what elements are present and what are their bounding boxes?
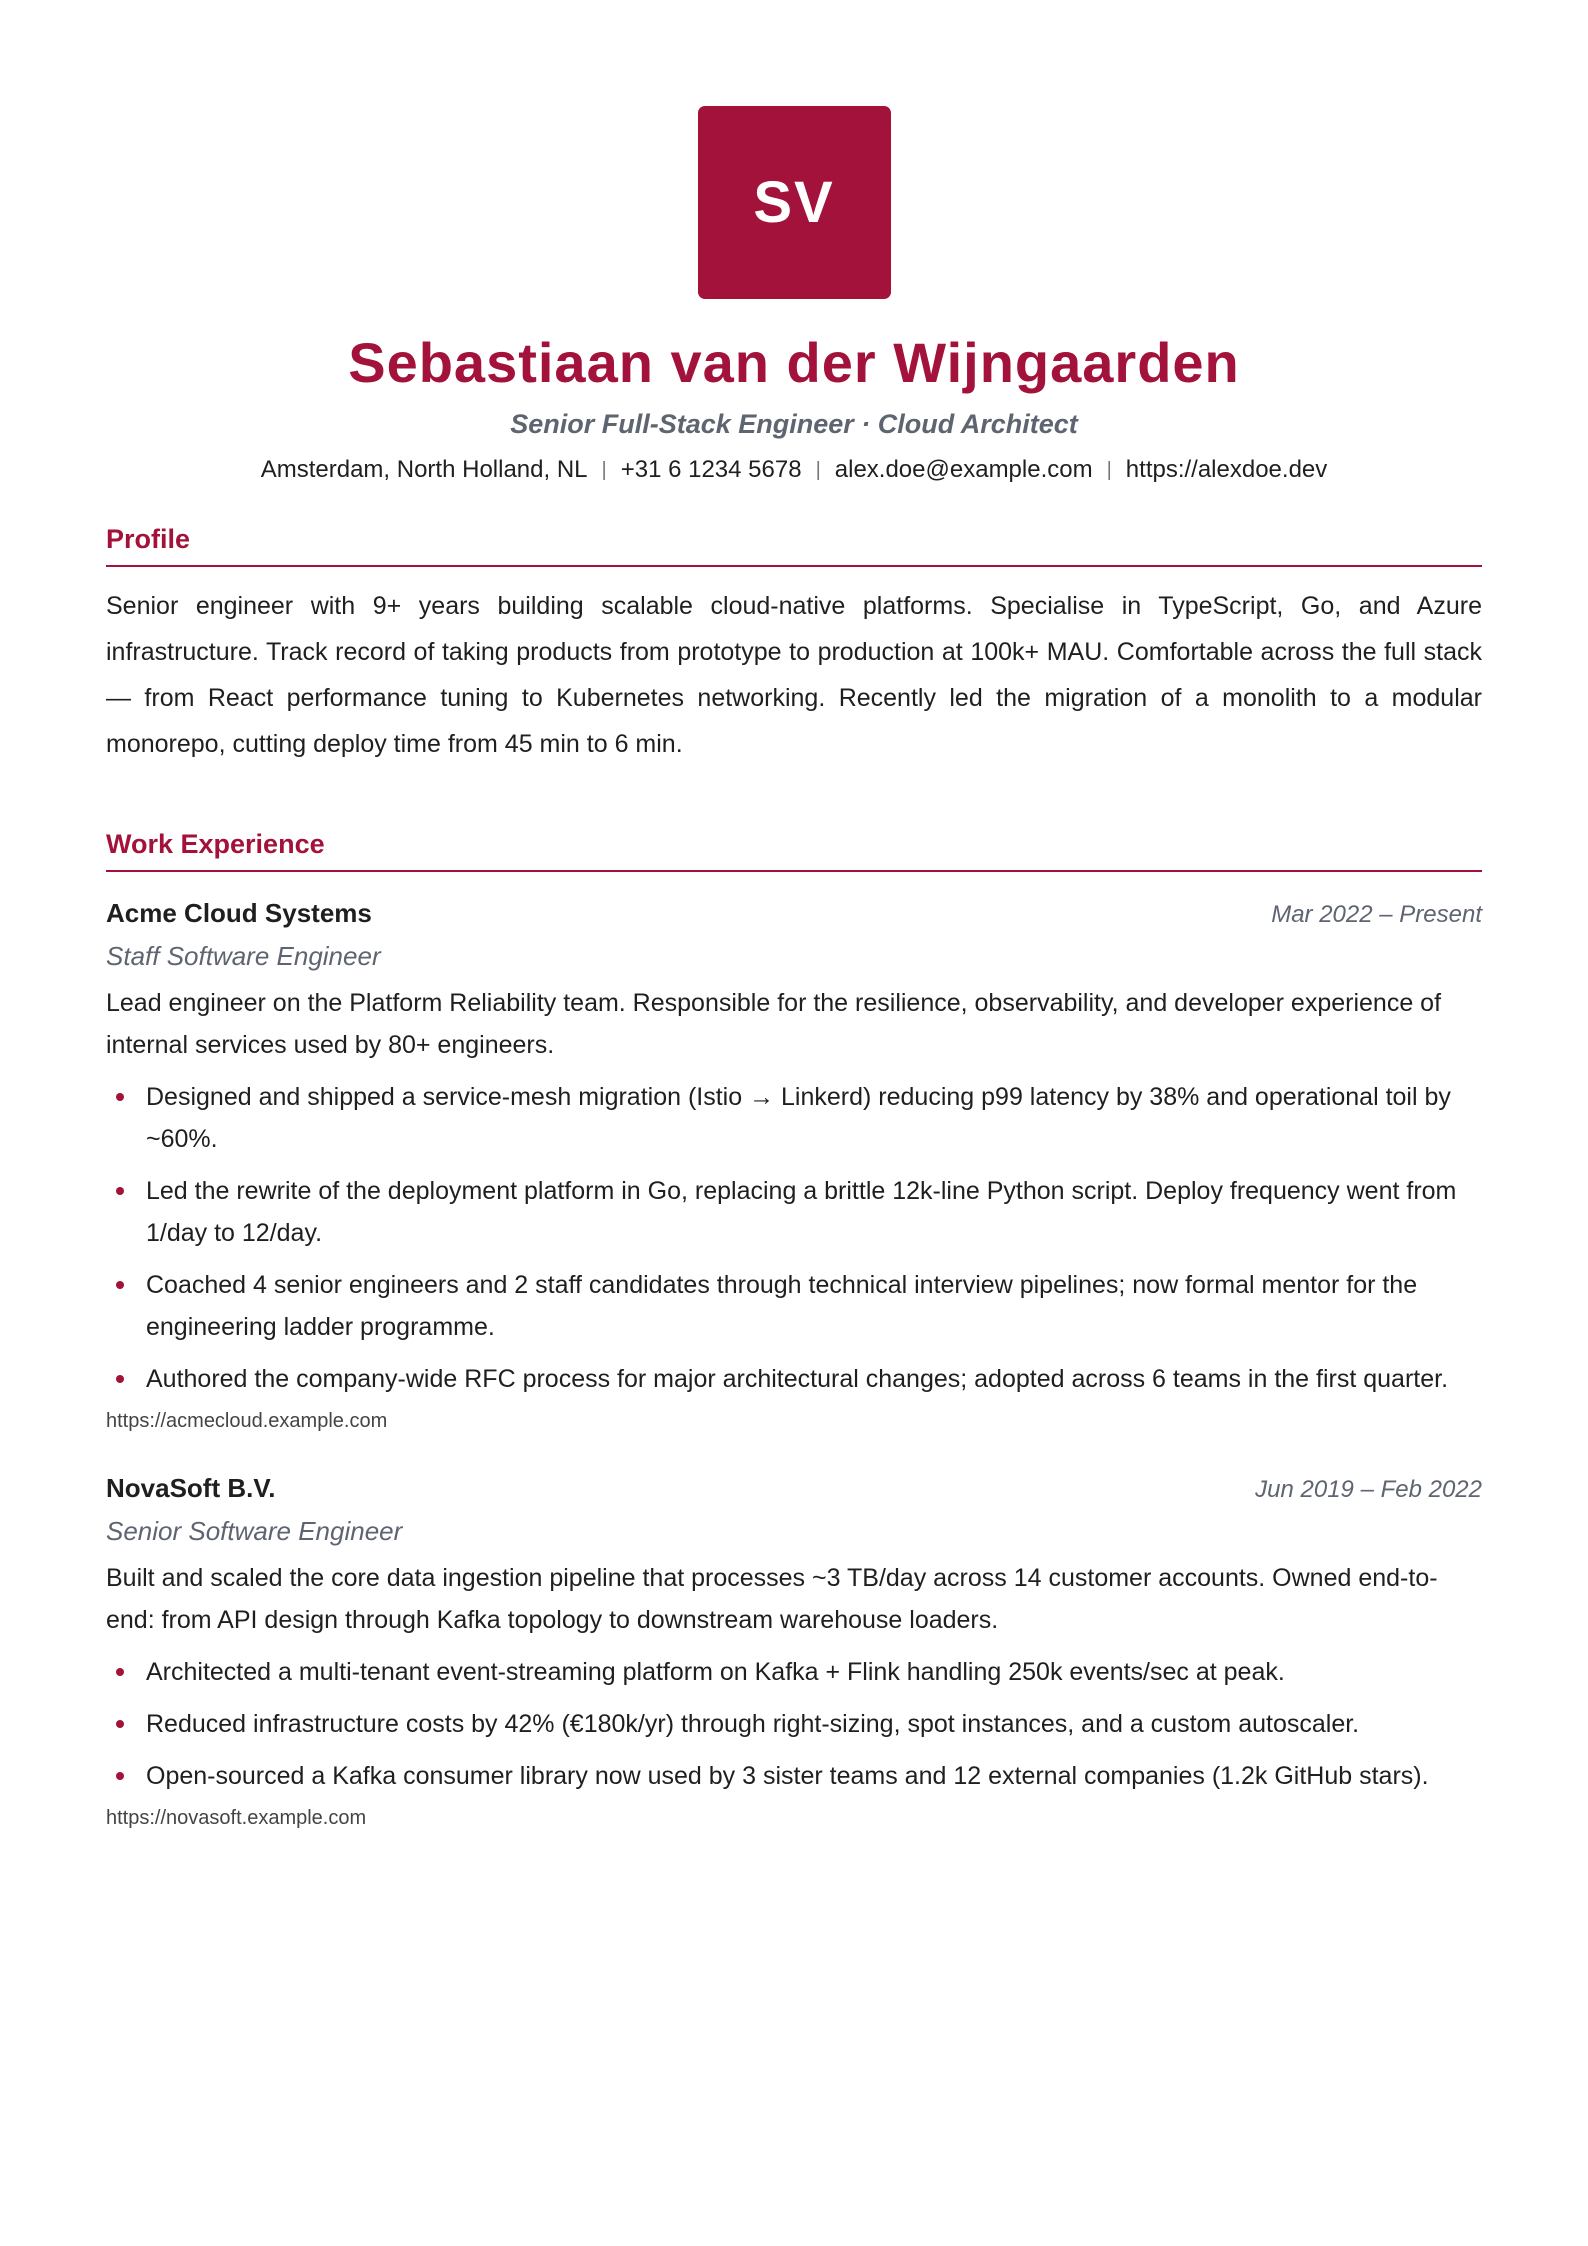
achievement-item <box>106 1703 1482 1745</box>
contact-phone[interactable]: +31 6 1234 5678 <box>620 456 802 484</box>
achievement-text: Designed and shipped a service-mesh migration (Istio → Linkerd) reducing p99 latency by 38% and operational toil by ~60%. <box>146 1083 1451 1154</box>
job-title: Senior Full-Stack Engineer · Cloud Architect <box>510 409 1078 440</box>
job-header <box>106 898 1482 929</box>
job-entry <box>106 898 1482 1433</box>
avatar <box>698 106 891 299</box>
job-header <box>106 1473 1482 1504</box>
profile-heading: Profile <box>106 524 1482 567</box>
achievement-text: Led the rewrite of the deployment platform in Go, replacing a brittle 12k-line Python script. Deploy frequency went from 1/day to 12/day. <box>146 1177 1457 1248</box>
achievement-item <box>106 1264 1482 1348</box>
achievement-text: Reduced infrastructure costs by 42% (€180k/yr) through right-sizing, spot instances, and a custom autoscaler. <box>146 1710 1360 1739</box>
company-name: NovaSoft B.V. <box>106 1473 276 1504</box>
achievement-item <box>106 1170 1482 1254</box>
contact-separator: | <box>815 458 821 481</box>
full-name: Sebastiaan van der Wijngaarden <box>348 331 1240 394</box>
company-name: Acme Cloud Systems <box>106 898 372 929</box>
job-achievements <box>106 1651 1482 1797</box>
profile-summary: Senior engineer with 9+ years building scalable cloud-native platforms. Specialise in TypeScript, Go, and Azure infrastructure. Track record of taking products from prototype to production at 100k+ MAU. Comfortable across the full stack — from React performance tuning to Kubernetes networking. Recently led the migration of a monolith to a modular monorepo, cutting deploy time from 45 min to 6 min. <box>106 592 1482 759</box>
achievement-item <box>106 1651 1482 1693</box>
work-experience-heading: Work Experience <box>106 829 1482 872</box>
job-description: Lead engineer on the Platform Reliability team. Responsible for the resilience, observability, and developer experience of internal services used by 80+ engineers. <box>106 989 1442 1060</box>
contact-email[interactable]: alex.doe@example.com <box>834 456 1093 484</box>
job-entry <box>106 1473 1482 1830</box>
bullet-dot-icon <box>116 1720 124 1728</box>
bullet-dot-icon <box>116 1281 124 1289</box>
company-link[interactable]: https://novasoft.example.com <box>106 1807 367 1830</box>
bullet-dot-icon <box>116 1772 124 1780</box>
achievement-text: Authored the company-wide RFC process for major architectural changes; adopted across 6 teams in the first quarter. <box>146 1365 1449 1394</box>
job-description: Built and scaled the core data ingestion pipeline that processes ~3 TB/day across 14 customer accounts. Owned end-to-end: from API design through Kafka topology to downstream warehouse loaders. <box>106 1564 1438 1635</box>
achievement-item <box>106 1358 1482 1400</box>
job-achievements <box>106 1076 1482 1400</box>
achievement-text: Architected a multi-tenant event-streaming platform on Kafka + Flink handling 250k events/sec at peak. <box>146 1658 1285 1687</box>
resume-header <box>106 0 1482 484</box>
job-role: Senior Software Engineer <box>106 1516 403 1547</box>
job-dates: Mar 2022 – Present <box>1271 901 1482 929</box>
contact-website[interactable]: https://alexdoe.dev <box>1125 456 1328 484</box>
bullet-dot-icon <box>116 1187 124 1195</box>
bullet-dot-icon <box>116 1093 124 1101</box>
achievement-text: Coached 4 senior engineers and 2 staff candidates through technical interview pipelines; now formal mentor for the engineering ladder programme. <box>146 1271 1418 1342</box>
contact-separator: | <box>601 458 607 481</box>
achievement-item <box>106 1076 1482 1160</box>
avatar-initials: SV <box>753 170 835 235</box>
job-role: Staff Software Engineer <box>106 941 381 972</box>
contact-location: Amsterdam, North Holland, NL <box>260 456 588 484</box>
company-link[interactable]: https://acmecloud.example.com <box>106 1410 388 1433</box>
achievement-text: Open-sourced a Kafka consumer library now used by 3 sister teams and 12 external companies (1.2k GitHub stars). <box>146 1762 1429 1791</box>
bullet-dot-icon <box>116 1668 124 1676</box>
bullet-dot-icon <box>116 1375 124 1383</box>
job-dates: Jun 2019 – Feb 2022 <box>1255 1476 1482 1504</box>
contact-line <box>106 456 1482 484</box>
contact-separator: | <box>1106 458 1112 481</box>
achievement-item <box>106 1755 1482 1797</box>
